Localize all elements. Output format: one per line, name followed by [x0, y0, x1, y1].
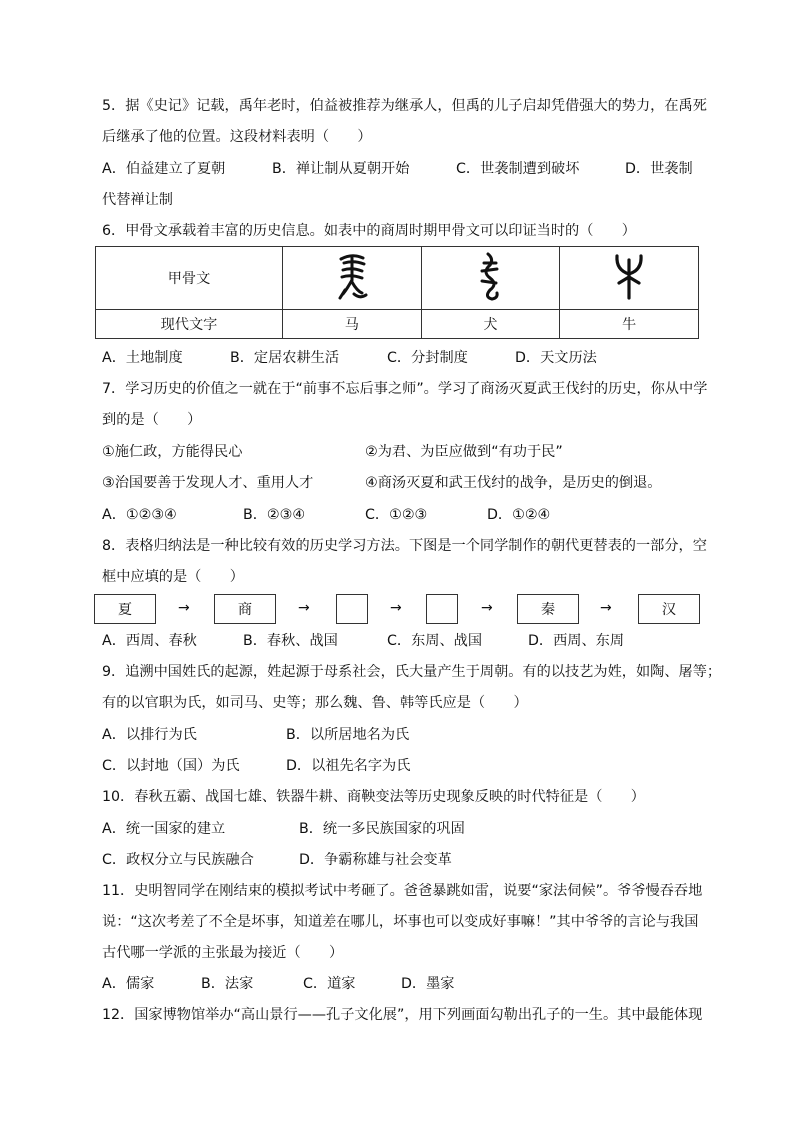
q8-option-b[interactable]: B．春秋、战国 — [243, 633, 338, 649]
table-header-modern: 现代文字 — [96, 310, 283, 339]
q7-option-b[interactable]: B．②③④ — [243, 507, 306, 523]
dynasty-box-qin: 秦 — [517, 594, 579, 624]
q7-stem-line1: 7．学习历史的价值之一就在于“前事不忘后事之师”。学习了商汤灭夏武王伐纣的历史，你从中学 — [102, 381, 708, 397]
q8-option-a[interactable]: A．西周、春秋 — [102, 633, 197, 649]
oracle-glyph-cell-ox — [560, 247, 699, 310]
q10-stem: 10．春秋五霸、战国七雄、铁器牛耕、商鞅变法等历史现象反映的时代特征是（ ） — [102, 789, 645, 805]
dynasty-box-blank-2[interactable] — [426, 594, 458, 624]
q7-option-a[interactable]: A．①②③④ — [102, 507, 177, 523]
oracle-glyph-cell-horse — [283, 247, 422, 310]
q5-option-b[interactable]: B．禅让制从夏朝开始 — [272, 161, 410, 177]
dynasty-box-han: 汉 — [638, 594, 700, 624]
q6-option-c[interactable]: C．分封制度 — [387, 350, 468, 366]
q9-option-d[interactable]: D．以祖先名字为氏 — [286, 758, 411, 774]
q9-option-b[interactable]: B．以所居地名为氏 — [286, 727, 410, 743]
q7-item-2: ②为君、为臣应做到“有功于民” — [365, 444, 563, 460]
dynasty-box-blank-1[interactable] — [336, 594, 368, 624]
oracle-ox-icon — [609, 250, 649, 302]
q8-stem-line1: 8．表格归纳法是一种比较有效的历史学习方法。下图是一个同学制作的朝代更替表的一部分，空 — [102, 538, 707, 554]
q10-option-d[interactable]: D．争霸称雄与社会变革 — [299, 852, 452, 868]
q6-option-d[interactable]: D．天文历法 — [515, 350, 597, 366]
table-header-oracle: 甲骨文 — [96, 247, 283, 310]
q7-option-d[interactable]: D．①②④ — [487, 507, 551, 523]
q10-option-b[interactable]: B．统一多民族国家的巩固 — [299, 821, 465, 837]
q8-stem-line2: 框中应填的是（ ） — [102, 569, 244, 585]
q5-stem-line1: 5．据《史记》记载，禹年老时，伯益被推荐为继承人，但禹的儿子启却凭借强大的势力，在禹死 — [102, 98, 707, 114]
arrow-icon: → — [600, 600, 612, 616]
q5-option-a[interactable]: A．伯益建立了夏朝 — [102, 161, 226, 177]
q11-option-a[interactable]: A．儒家 — [102, 976, 155, 992]
q9-stem-line1: 9．追溯中国姓氏的起源，姓起源于母系社会，氏大量产生于周朝。有的以技艺为姓，如陶、屠等； — [102, 664, 722, 680]
q11-stem-line2: 说：“这次考差了不全是坏事，知道差在哪儿，坏事也可以变成好事嘛！”其中爷爷的言论与我国 — [102, 914, 699, 930]
q5-option-d-wrap: 代替禅让制 — [102, 192, 173, 208]
q7-option-c[interactable]: C．①②③ — [365, 507, 428, 523]
q6-option-b[interactable]: B．定居农耕生活 — [230, 350, 340, 366]
q8-option-c[interactable]: C．东周、战国 — [387, 633, 483, 649]
q6-stem: 6．甲骨文承载着丰富的历史信息。如表中的商周时期甲骨文可以印证当时的（ ） — [102, 223, 636, 239]
modern-char-horse: 马 — [283, 310, 422, 339]
q9-stem-line2: 有的以官职为氏，如司马、史等；那么魏、鲁、韩等氏应是（ ） — [102, 695, 528, 711]
q11-stem-line3: 古代哪一学派的主张最为接近（ ） — [102, 945, 344, 961]
modern-char-dog: 犬 — [421, 310, 560, 339]
q10-option-a[interactable]: A．统一国家的建立 — [102, 821, 226, 837]
oracle-bone-table — [95, 246, 699, 339]
q11-option-c[interactable]: C．道家 — [303, 976, 356, 992]
q11-option-d[interactable]: D．墨家 — [401, 976, 455, 992]
q7-item-1: ①施仁政，方能得民心 — [102, 444, 243, 460]
q5-option-d[interactable]: D．世袭制 — [625, 161, 693, 177]
oracle-glyph-cell-dog — [421, 247, 560, 310]
dynasty-box-shang: 商 — [214, 594, 276, 624]
q6-option-a[interactable]: A．土地制度 — [102, 350, 183, 366]
dynasty-box-xia: 夏 — [94, 594, 156, 624]
q5-option-c[interactable]: C．世袭制遭到破坏 — [456, 161, 580, 177]
q9-option-a[interactable]: A．以排行为氏 — [102, 727, 197, 743]
q5-stem-line2: 后继承了他的位置。这段材料表明（ ） — [102, 129, 372, 145]
oracle-dog-icon — [470, 250, 510, 302]
q10-option-c[interactable]: C．政权分立与民族融合 — [102, 852, 254, 868]
arrow-icon: → — [298, 600, 310, 616]
q8-option-d[interactable]: D．西周、东周 — [528, 633, 625, 649]
arrow-icon: → — [481, 600, 493, 616]
arrow-icon: → — [178, 600, 190, 616]
q7-stem-line2: 到的是（ ） — [102, 412, 202, 428]
q7-item-3: ③治国要善于发现人才、重用人才 — [102, 475, 314, 491]
q9-option-c[interactable]: C．以封地（国）为氏 — [102, 758, 240, 774]
q11-stem-line1: 11．史明智同学在刚结束的模拟考试中考砸了。爸爸暴跳如雷，说要“家法伺候”。爷爷慢吞吞地 — [102, 883, 703, 899]
arrow-icon: → — [390, 600, 402, 616]
q7-item-4: ④商汤灭夏和武王伐纣的战争，是历史的倒退。 — [365, 475, 662, 491]
oracle-horse-icon — [332, 250, 372, 302]
q11-option-b[interactable]: B．法家 — [201, 976, 254, 992]
modern-char-ox: 牛 — [560, 310, 699, 339]
q12-stem-line1: 12．国家博物馆举办“高山景行——孔子文化展”，用下列画面勾勒出孔子的一生。其中最能体现 — [102, 1007, 703, 1023]
